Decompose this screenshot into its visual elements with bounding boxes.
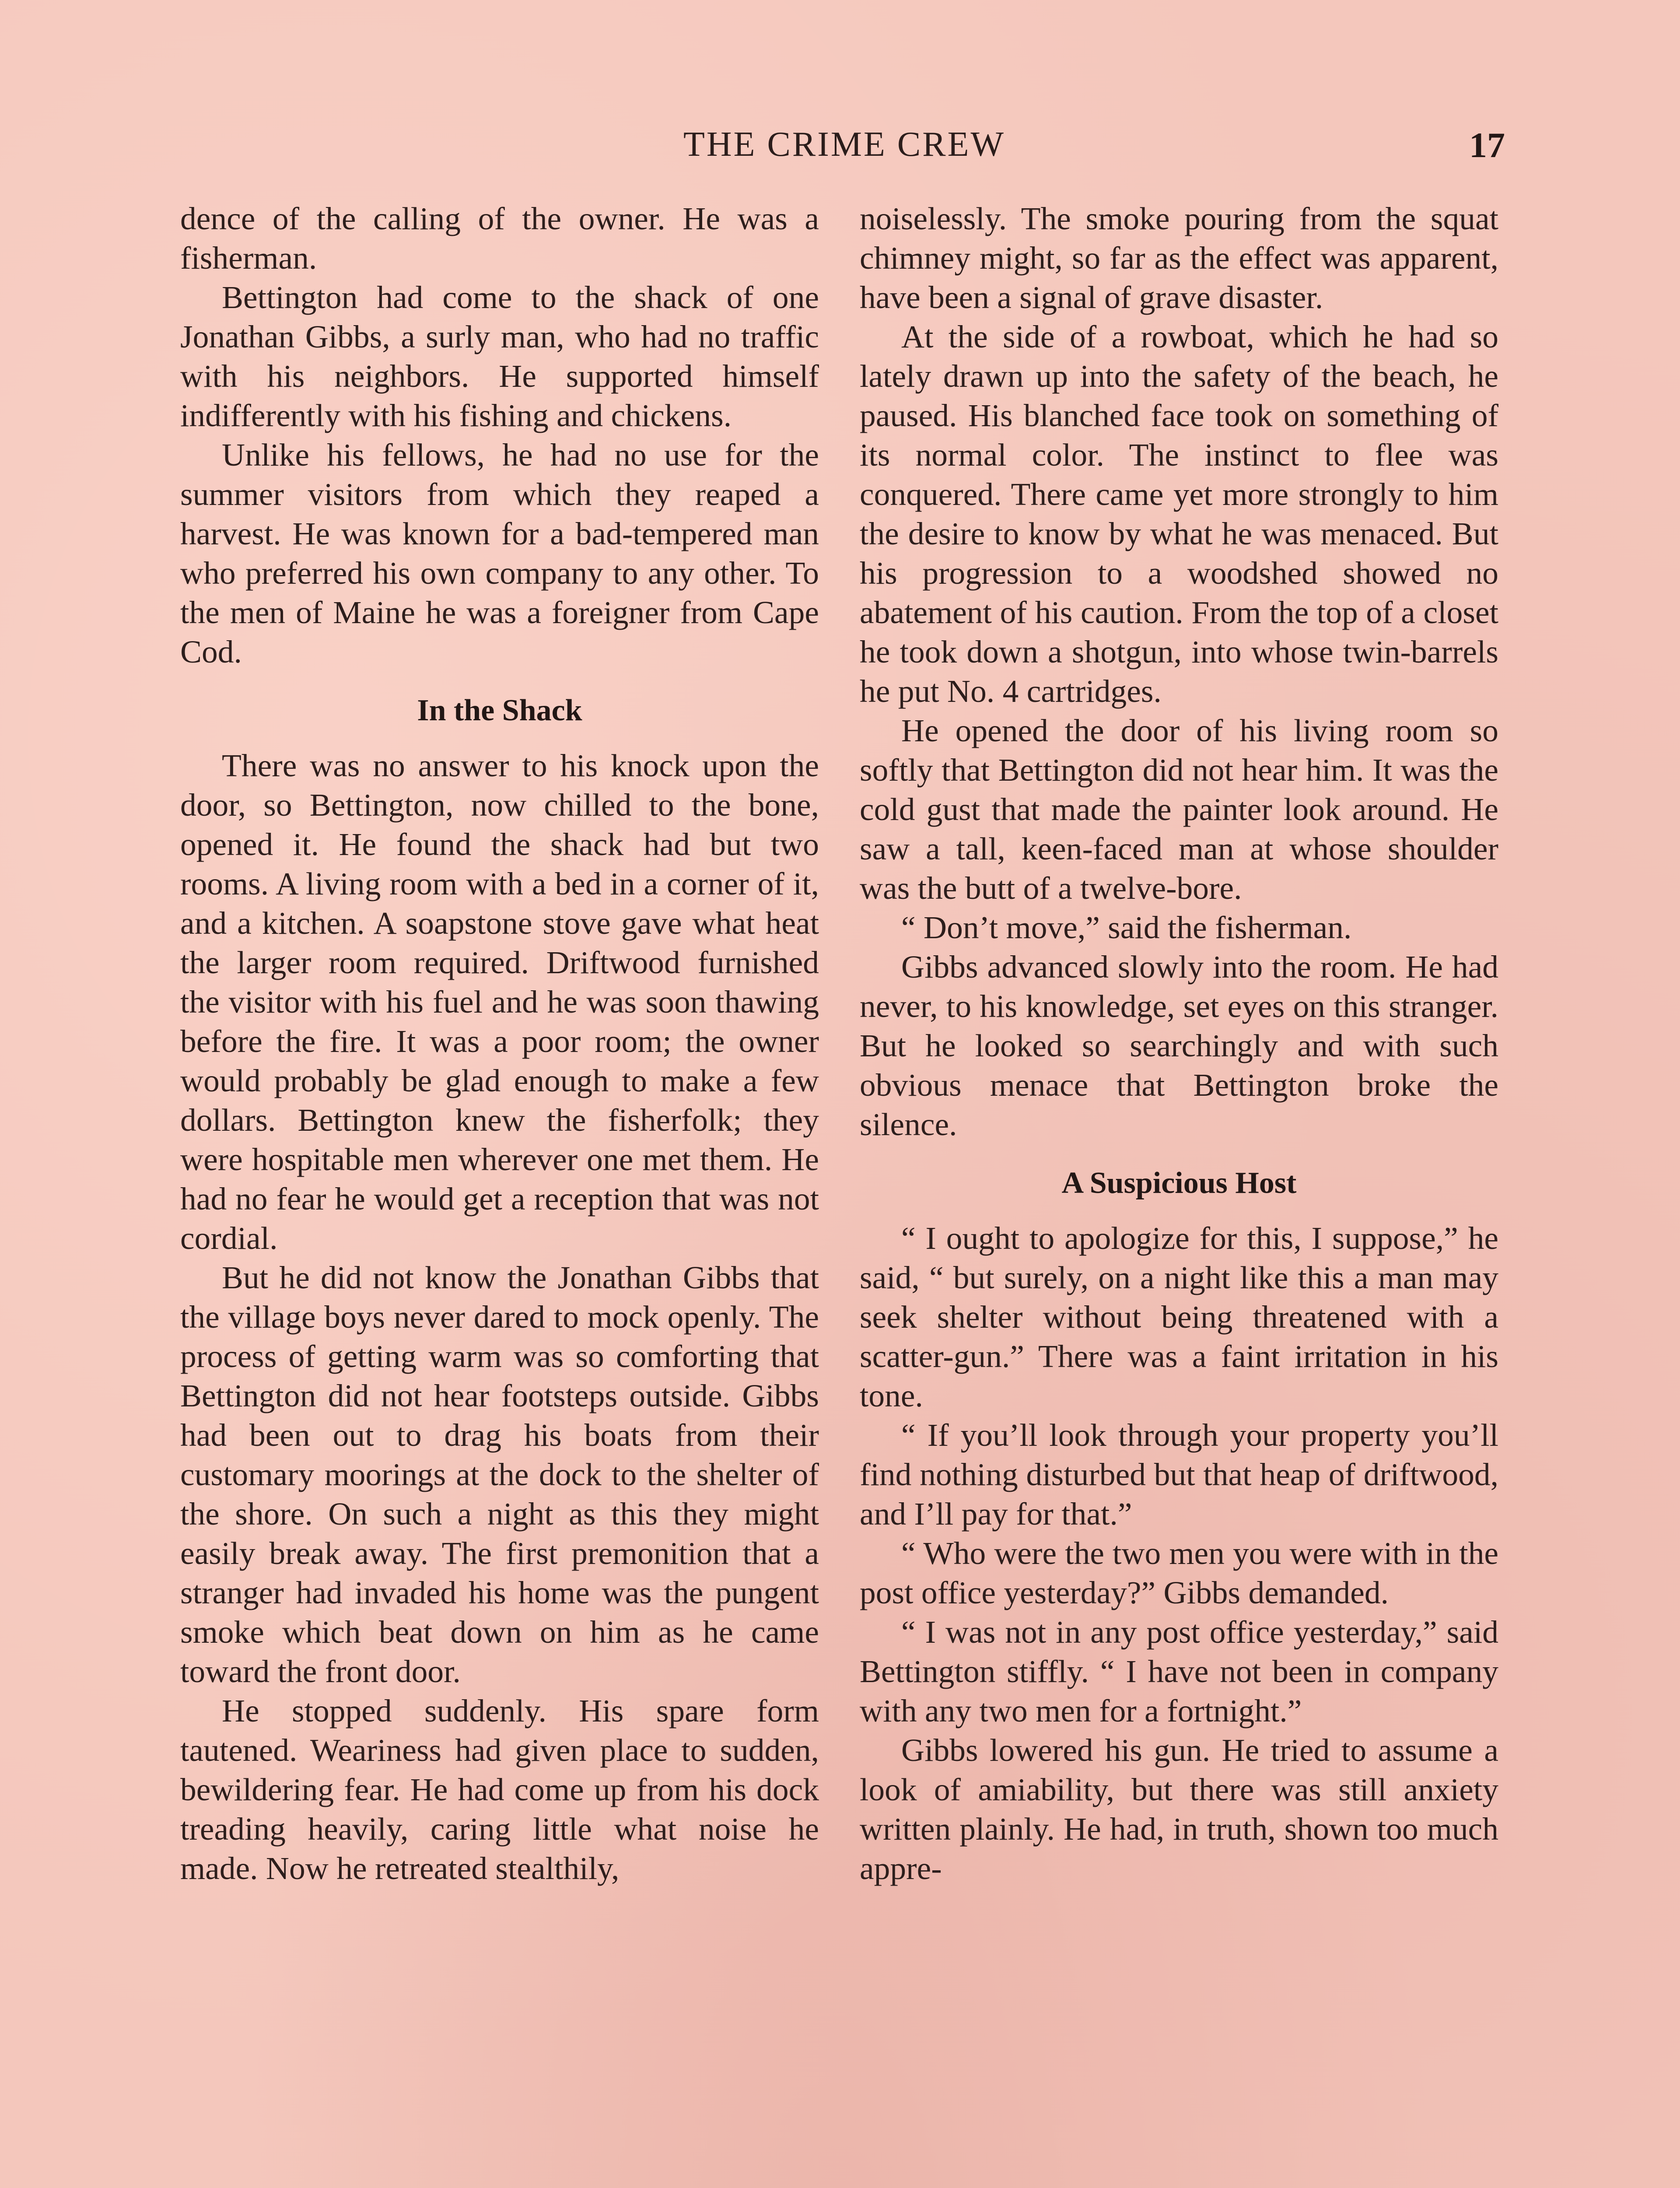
paragraph: There was no answer to his knock upon the door, so Bettington, now chilled to the bone, opened it. He found the shack had but two rooms. A living room with a bed in a corner of it, and a kitchen. A soapstone stove gave what heat the larger room required. Driftwood furnished the visitor with his fuel and he was soon thawing before the fire. It was a poor room; the owner would probably be glad enough to make a few dollars. Bettington knew the fisherfolk; they were hospitable men wherever one met them. He had no fear he would get a reception that was not cordial.: [180, 748, 819, 1256]
running-head: THE CRIME CREW: [683, 125, 1005, 164]
paragraph: He opened the door of his living room so softly that Bettington did not hear him. It was the cold gust that made the painter look around. He saw a tall, keen-faced man at whose shoulder was the butt of a twelve-bore.: [860, 713, 1498, 906]
paragraph: “ Who were the two men you were with in the post office yesterday?” Gibbs demanded.: [860, 1536, 1498, 1610]
paragraph: Gibbs advanced slowly into the room. He had never, to his knowledge, set eyes on this stranger. But he looked so searchingly and with such obvious menace that Bettington broke the silence.: [860, 949, 1498, 1142]
paragraph: Gibbs lowered his gun. He tried to assume a look of amiability, but there was still anxiety written plainly. He had, in truth, shown too much appre-: [860, 1732, 1498, 1886]
paragraph: “ I ought to apologize for this, I suppose,” he said, “ but surely, on a night like this a man may seek shelter without being threatened with a scatter-gun.” There was a faint irritation in his tone.: [860, 1220, 1498, 1413]
page-number: 17: [1469, 125, 1505, 165]
paragraph: “ I was not in any post office yesterday,” said Bettington stiffly. “ I have not been in company with any two men for a fortnight.”: [860, 1614, 1498, 1729]
paragraph: At the side of a rowboat, which he had so lately drawn up into the safety of the beach, he paused. His blanched face took on something of its normal color. The instinct to flee was conquered. There came yet more strongly to him the desire to know by what he was menaced. But his progression to a woodshed showed no abatement of his caution. From the top of a closet he took down a shotgun, into whose twin-barrels he put No. 4 cartridges.: [860, 319, 1498, 709]
right-column: [860, 199, 1498, 1888]
left-column: [180, 199, 819, 1888]
paragraph: noiselessly. The smoke pouring from the squat chimney might, so far as the effect was apparent, have been a signal of grave disaster.: [860, 201, 1498, 315]
section-subheading: In the Shack: [417, 694, 582, 727]
paragraph: “ Don’t move,” said the fisherman.: [901, 910, 1352, 945]
paragraph: Bettington had come to the shack of one Jonathan Gibbs, a surly man, who had no traffic with his neighbors. He supported himself indifferently with his fishing and chickens.: [180, 280, 819, 433]
paragraph: He stopped suddenly. His spare form tautened. Weariness had given place to sudden, bewildering fear. He had come up from his dock treading heavily, caring little what noise he made. Now he retreated stealthily,: [180, 1693, 819, 1886]
paragraph: dence of the calling of the owner. He was a fisherman.: [180, 201, 819, 276]
paragraph: But he did not know the Jonathan Gibbs that the village boys never dared to mock openly. The process of getting warm was so comforting that Bettington did not hear footsteps outside. Gibbs had been out to drag his boats from their customary moorings at the dock to the shelter of the shore. On such a night as this they might easily break away. The first premonition that a stranger had invaded his home was the pungent smoke which beat down on him as he came toward the front door.: [180, 1260, 819, 1689]
paragraph: Unlike his fellows, he had no use for the summer visitors from which they reaped a harvest. He was known for a bad-tempered man who preferred his own company to any other. To the men of Maine he was a foreigner from Cape Cod.: [180, 437, 819, 670]
section-subheading: A Suspicious Host: [1061, 1166, 1297, 1200]
paragraph: “ If you’ll look through your property you’ll find nothing disturbed but that heap of driftwood, and I’ll pay for that.”: [860, 1417, 1498, 1532]
